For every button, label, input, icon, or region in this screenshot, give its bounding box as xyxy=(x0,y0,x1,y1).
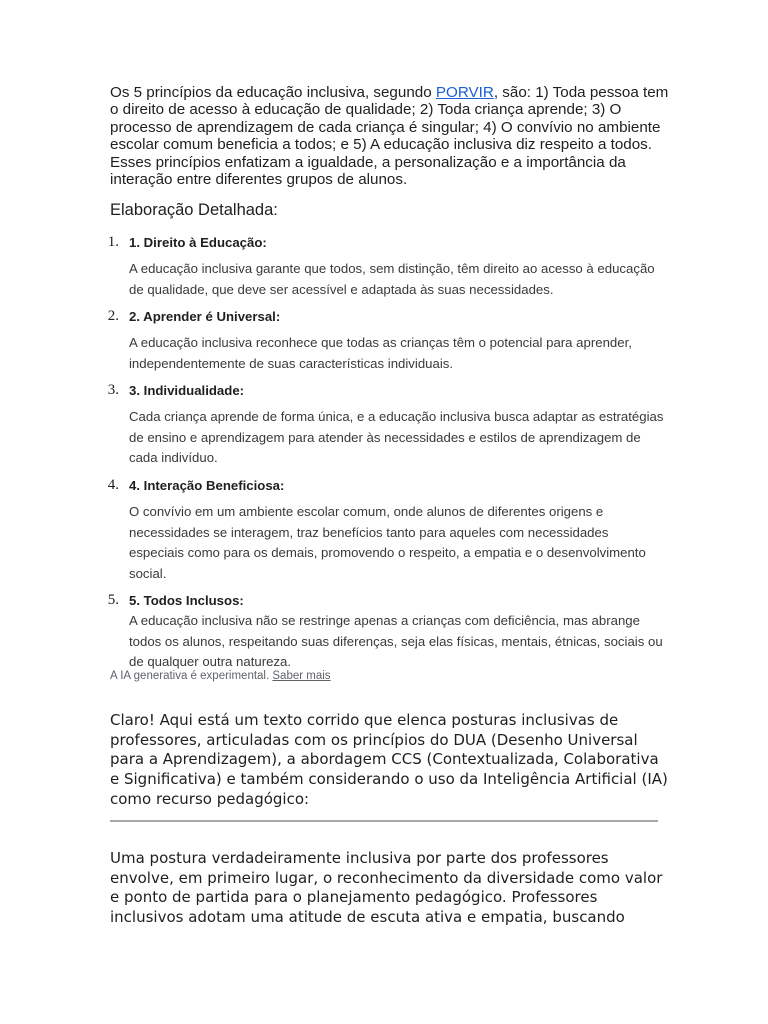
list-item-number: 5. xyxy=(107,592,119,608)
list-item-title: 1. Direito à Educação: xyxy=(129,235,267,250)
section-heading: Elaboração Detalhada: xyxy=(110,201,278,219)
list-item-title: 4. Interação Beneficiosa: xyxy=(129,478,285,493)
horizontal-divider xyxy=(110,820,658,822)
disclaimer-text: A IA generativa é experimental. xyxy=(110,670,270,682)
list-item-body: O convívio em um ambiente escolar comum, onde alunos de diferentes origens e necessidades se interagem, traz benefícios tanto para aqueles com necessidades especiais como para os demais, promovendo o respeito, a empatia e o desenvolvimento social. xyxy=(129,504,646,581)
ai-disclaimer xyxy=(110,670,331,682)
list-item-body: A educação inclusiva garante que todos, sem distinção, têm direito ao acesso à educação de qualidade, que deve ser acessível e adaptada às suas necessidades. xyxy=(129,261,655,297)
list-item-number: 3. xyxy=(107,382,119,398)
list-item-body: Cada criança aprende de forma única, e a educação inclusiva busca adaptar as estratégias de ensino e aprendizagem para atender às necessidades e estilos de aprendizagem de cada indivíduo. xyxy=(129,409,664,465)
list-item-number: 4. xyxy=(107,477,119,493)
ai-intro-paragraph: Claro! Aqui está um texto corrido que elenca posturas inclusivas de professores, articuladas com os princípios do DUA (Desenho Universal para a Aprendizagem), a abordagem CCS (Contextualizada, Colaborativa e Significativa) e também considerando o uso da Inteligência Artificial (IA) como recurso pedagógico: xyxy=(110,711,668,808)
list-item-body: A educação inclusiva não se restringe apenas a crianças com deficiência, mas abrange todos os alunos, respeitando suas diferenças, seja elas físicas, mentais, étnicas, sociais ou de qualquer outra natureza. xyxy=(129,613,663,669)
list-item-title: 2. Aprender é Universal: xyxy=(129,309,281,324)
intro-paragraph xyxy=(110,84,670,188)
posture-paragraph: Uma postura verdadeiramente inclusiva por parte dos professores envolve, em primeiro lugar, o reconhecimento da diversidade como valor e ponto de partida para o planejamento pedagógico. Professores inclusivos adotam uma atitude de escuta ativa e empatia, buscando xyxy=(110,849,663,927)
list-item-title: 5. Todos Inclusos: xyxy=(129,593,244,608)
porvir-link[interactable]: PORVIR xyxy=(435,84,494,101)
intro-text-after-link: , são: 1) Toda pessoa tem o direito de acesso à educação de qualidade; 2) Toda criança aprende; 3) O processo de aprendizagem de cada criança é singular; 4) O convívio no ambiente escolar comum beneficia a todos; e 5) A educação inclusiva diz respeito a todos. Esses princípios enfatizam a igualdade, a personalização e a importância da interação entre diferentes grupos de alunos. xyxy=(110,84,669,189)
learn-more-link[interactable]: Saber mais xyxy=(272,670,331,682)
list-item-number: 1. xyxy=(107,234,119,250)
list-item-body: A educação inclusiva reconhece que todas as crianças têm o potencial para aprender, independentemente de suas características individuais. xyxy=(129,335,632,371)
list-item-title: 3. Individualidade: xyxy=(129,383,245,398)
intro-text-before-link: Os 5 princípios da educação inclusiva, segundo xyxy=(110,84,436,101)
list-item-number: 2. xyxy=(107,308,119,324)
